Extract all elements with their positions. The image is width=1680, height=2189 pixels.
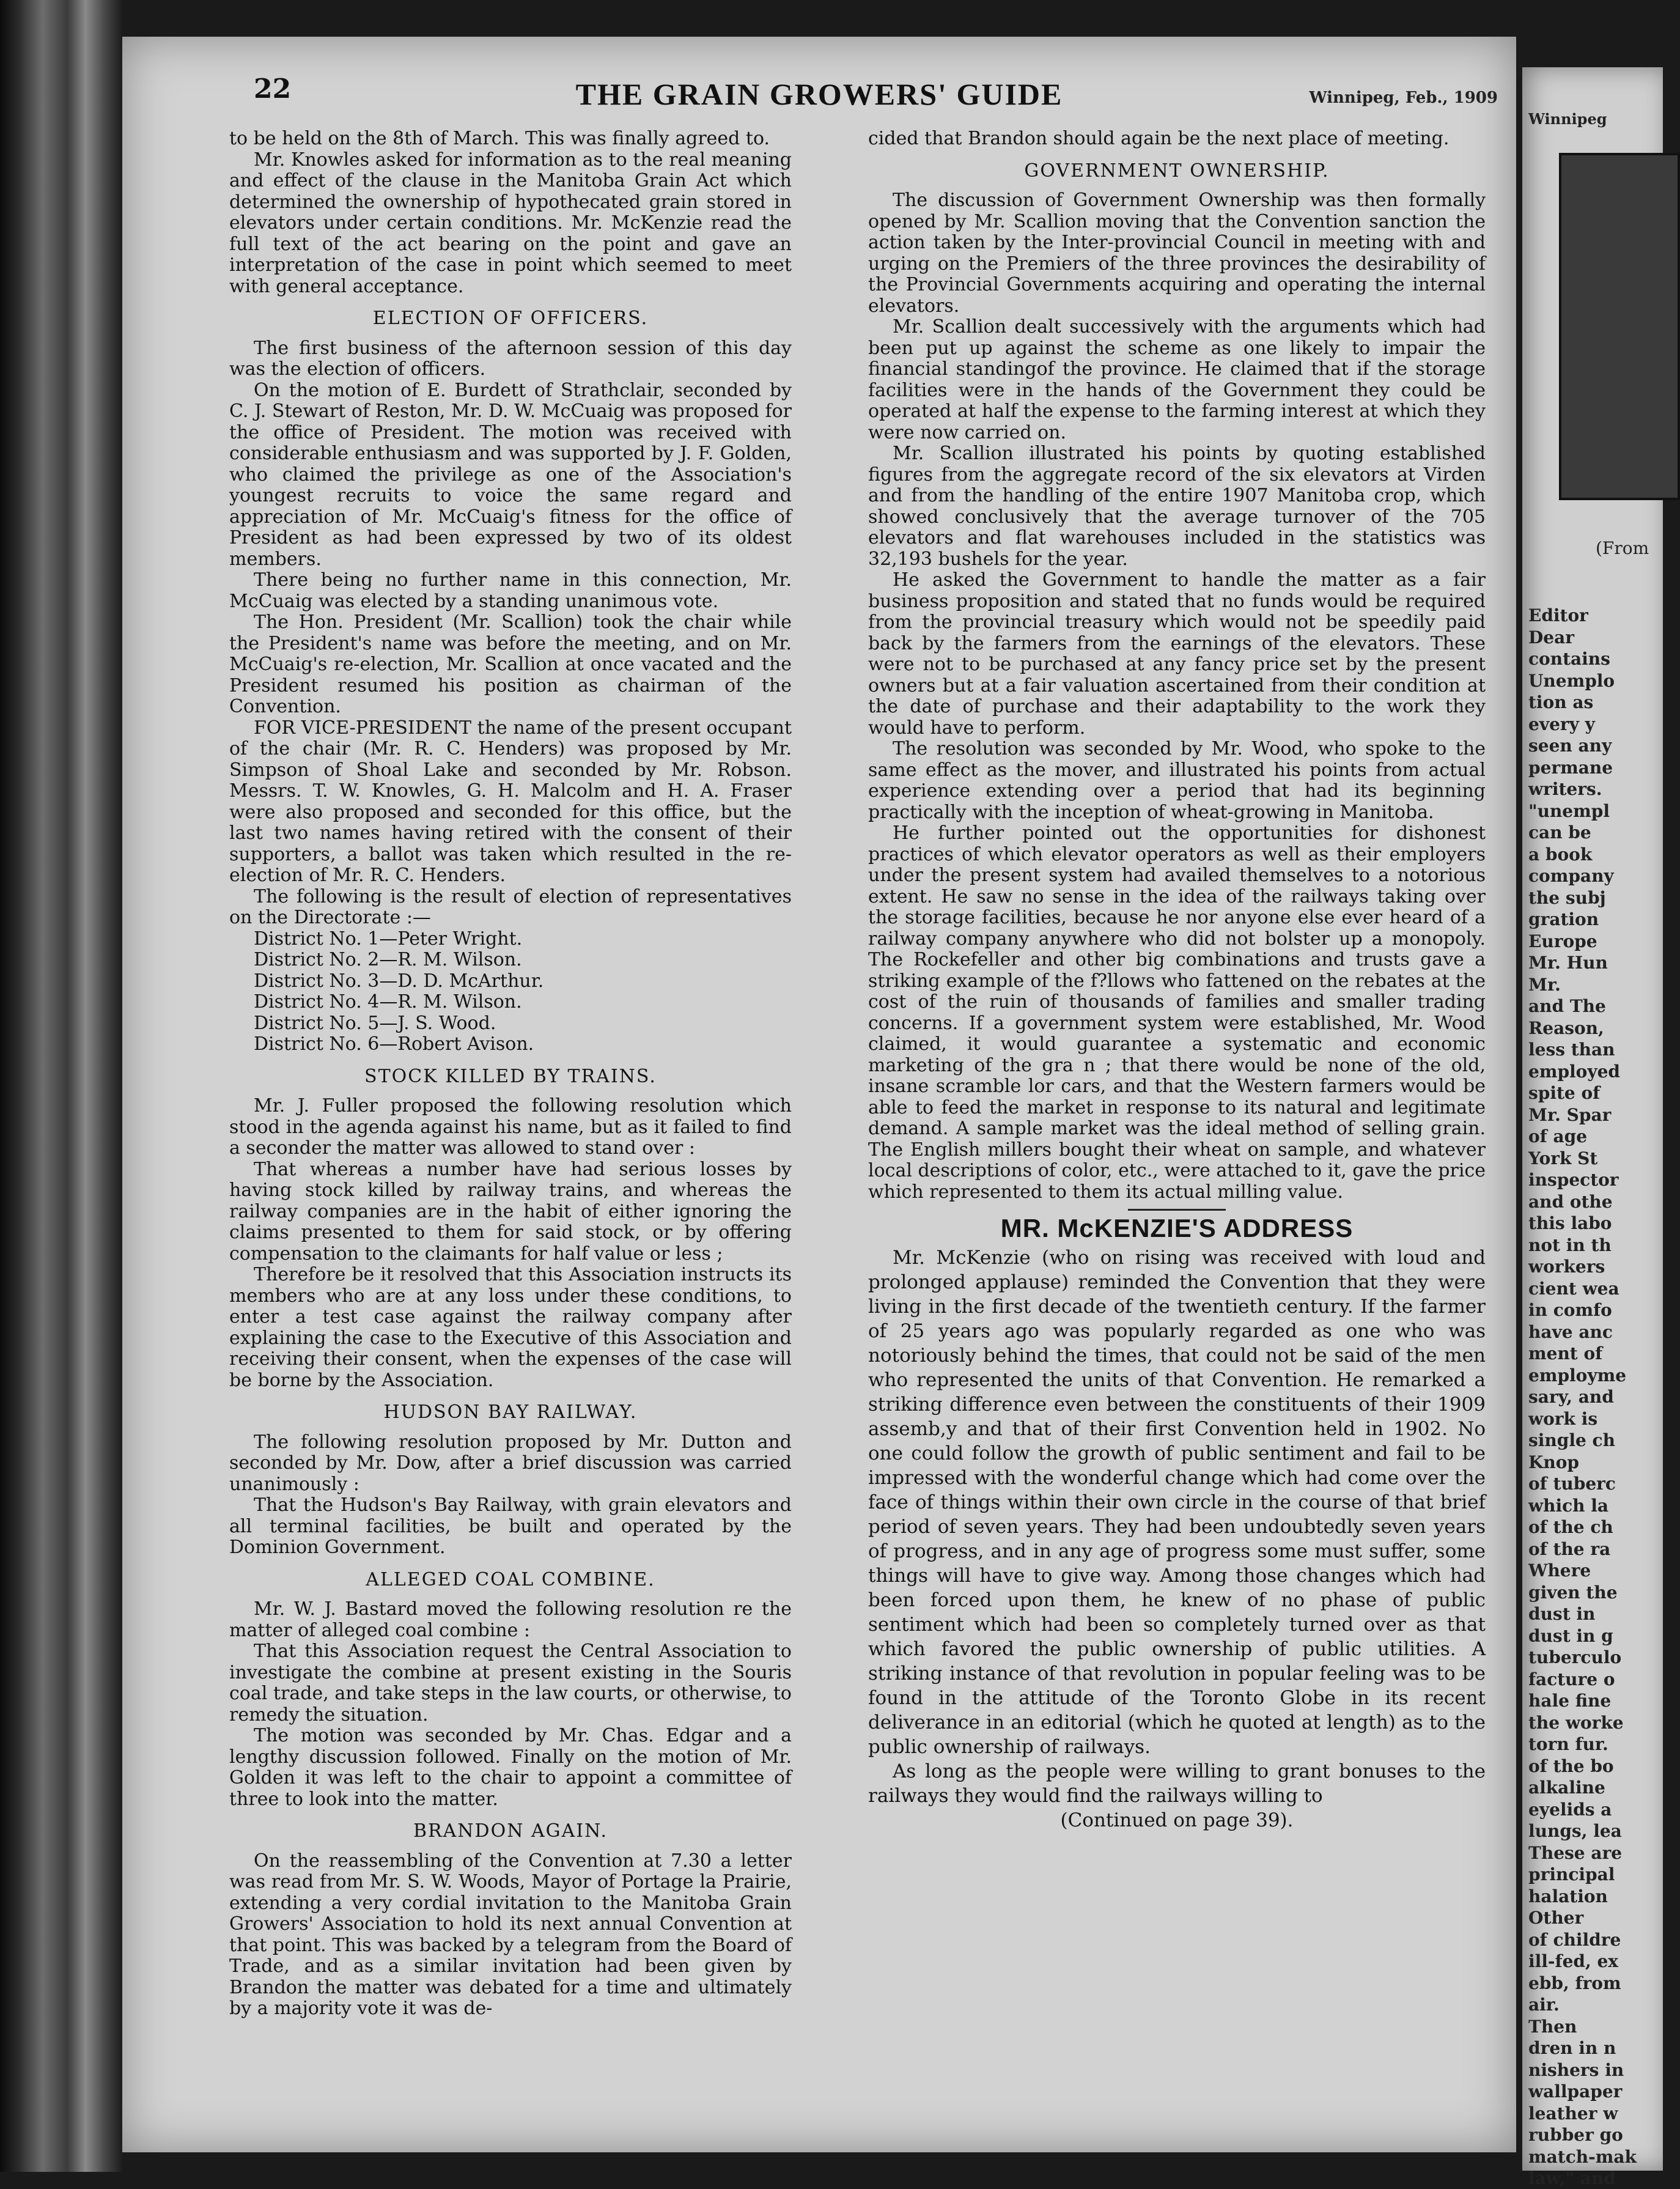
next-page-line: These are [1528,1842,1623,1863]
next-page-line: of the ra [1528,1538,1611,1559]
next-page-line: Other [1528,1908,1584,1928]
next-page-line: writers. [1528,779,1602,799]
next-page-line: can be [1528,822,1591,843]
section-heading-address: MR. McKENZIE'S ADDRESS [1000,1214,1354,1242]
paragraph: to be held on the 8th of March. This was finally agreed to. [229,128,770,149]
paragraph: Mr. Scallion dealt successively with the arguments which had been put up against the scheme as one likely to impair the financial standingof the province. He claimed that if the storage facilities were in the hands of the Government they could be operated at half the expense to the farming interest at which they were now carried on. [868,316,1486,443]
next-page-line: less than [1528,1039,1615,1060]
paragraph: On the reassembling of the Convention at 7.30 a letter was read from Mr. S. W. Woods, Mayor of Portage la Prairie, extending a very cordial invitation to the Manitoba Grain Growers' Association to hold its next annual Convention at that point. This was backed by a telegram from the Board of Trade, and as a similar invitation had been given by Brandon the matter was debated for a time and ultimately by a majority vote it was de- [229,1850,792,2019]
paragraph: There being no further name in this connection, Mr. McCuaig was elected by a standing unanimous vote. [229,569,792,612]
list-item: District No. 5—J. S. Wood. [254,1012,496,1034]
paragraph: That the Hudson's Bay Railway, with grain elevators and all terminal facilities, be built and operated by the Dominion Government. [229,1494,792,1558]
next-page-line: cient wea [1528,1278,1619,1299]
paragraph: The Hon. President (Mr. Scallion) took the chair while the President's name was before the meeting, and on Mr. McCuaig's re-election, Mr. Scallion at once vacated and the President resumed his position as chairman of the Convention. [229,611,792,717]
paragraph: That whereas a number have had serious losses by having stock killed by railway trains, and whereas the railway companies are in the habit of either ignoring the claims presented to them for said stock, or by offering compensation to the claimants for half value or less ; [229,1158,792,1264]
next-page-line: Mr. [1528,974,1561,995]
paragraph: Therefore be it resolved that this Association instructs its members who are at any loss under these conditions, to enter a test case against the railway company after explaining the case to the Executive of this Association and receiving their consent, when the expenses of the case will be borne by the Association. [229,1264,792,1391]
section-heading-hudson: HUDSON BAY RAILWAY. [383,1401,638,1423]
next-page-line: dust in g [1528,1625,1613,1646]
next-page-line: employed [1528,1061,1620,1082]
next-page-line: rubber go [1528,2125,1623,2145]
next-page-line: sary, and [1528,1387,1614,1407]
paragraph: Mr. W. J. Bastard moved the following resolution re the matter of alleged coal combine : [229,1598,792,1641]
list-item: District No. 4—R. M. Wilson. [254,991,522,1013]
next-page-line: nishers in [1528,2059,1624,2080]
next-page-line: spite of [1528,1083,1601,1103]
column-left [229,128,792,2116]
next-page-line: Editor [1528,605,1588,626]
next-page-line: "unempl [1528,800,1610,821]
list-item: District No. 6—Robert Avison. [254,1033,534,1055]
next-page-line: hale fine [1528,1691,1612,1711]
next-page-line: leather w [1528,2103,1618,2124]
next-page-line: this labo [1528,1213,1612,1233]
next-page-line: single ch [1528,1430,1615,1450]
next-page-line: work is [1528,1408,1598,1429]
next-page-line: York St [1528,1148,1598,1168]
paragraph: Mr. McKenzie (who on rising was received with loud and prolonged applause) reminded the Convention that they were living in the first decade of the twentieth century. If the farmer of 25 years ago was popularly regarded as one who was notoriously behind the times, that could not be said of the men who represented the units of that Convention. He remarked a striking difference even between the constituents of their 1909 assemb,y and that of their first Convention held in 1902. No one could follow the growth of public sentiment and fail to be impressed with the wonderful change which had come over the face of things within their own circle in the course of that brief period of seven years. They had been undoubtedly seven years of progress, and in any age of progress some must suffer, some things will have to give way. Among those changes which had been forced upon them, he knew of no phase of public sentiment which had been so completely turned over as that which favored the public ownership of public utilities. A striking instance of that revolution in popular feeling was to be found in the attitude of the Toronto Globe in its recent deliverance in an editorial (which he quoted at length) as to the public ownership of railways. [868,1246,1486,1758]
paragraph: Mr. Scallion illustrated his points by quoting established figures from the aggregate record of the six elevators at Virden and from the handling of the entire 1907 Manitoba crop, which showed conclusively that the average turnover of the 705 elevators and flat warehouses included in the statistics was 32,193 bushels for the year. [868,443,1486,570]
paragraph: He asked the Government to handle the matter as a fair business proposition and stated that no funds would be required from the provincial treasury which would not be speedily paid back by the farmers from the earnings of the elevators. These were not to be purchased at any fancy price set by the present owners but at a fair valuation ascertained from their condition at the date of purchase and their adaptability to the work they would have to perform. [868,569,1486,739]
next-page-line: eyelids a [1528,1799,1612,1820]
next-page-line: gration [1528,909,1599,929]
next-page-line: not in th [1528,1235,1612,1255]
next-page-line: workers [1528,1257,1605,1277]
next-page-line: of childre [1528,1929,1621,1950]
next-page-line: Europe [1528,931,1597,951]
section-heading-brandon: BRANDON AGAIN. [413,1820,608,1842]
next-page-line: tion as [1528,692,1594,712]
next-page-line: every y [1528,714,1595,734]
next-page-line: principal [1528,1864,1615,1884]
next-page-line: facture o [1528,1669,1615,1689]
paragraph: FOR VICE-PRESIDENT the name of the present occupant of the chair (Mr. R. C. Henders) was proposed by Mr. Simpson of Shoal Lake and seconded by Mr. Robson. Messrs. T. W. Knowles, G. H. Malcolm and H. A. Fraser were also proposed and seconded for this office, but the last two names having retired with the consent of their supporters, a ballot was taken which resulted in the re-election of Mr. R. C. Henders. [229,717,792,886]
illustration-caption: (From [1596,538,1649,558]
paragraph: That this Association request the Central Association to investigate the combine at present existing in the Souris coal trade, and take steps in the law courts, or otherwise, to remedy the situation. [229,1641,792,1726]
section-heading-stock: STOCK KILLED BY TRAINS. [364,1065,657,1087]
directorate-list [254,929,792,1055]
next-page-line: law," and [1528,2168,1616,2188]
newspaper-page [122,37,1516,2152]
next-page-header: Winnipeg [1528,110,1607,128]
continued-note: (Continued on page 39). [1060,1809,1294,1831]
paragraph: The resolution was seconded by Mr. Wood, who spoke to the same effect as the mover, and illustrated his points from actual experience extending over a period that had its beginning practically with the inception of wheat-growing in Manitoba. [868,738,1486,823]
paragraph: He further pointed out the opportunities for dishonest practices of which elevator operators as well as their employers under the present system had availed themselves to a notorious extent. He saw no sense in the idea of the railways taking over the storage facilities, because he nor anyone else ever heard of a railway company anywhere who did not bolster up a monopoly. The Rockefeller and other big combinations and trusts gave a striking example of the f?llows who fattened on the rebates at the cost of the ruin of thousands of families and smaller trading concerns. If a government system were established, Mr. Wood claimed, it would guarantee a systematic and economic marketing of the gra n ; that there would be none of the old, insane scramble lor cars, and that the Western farmers would be able to feed the market in response to its natural and legitimate demand. A sample market was the ideal method of selling grain. The English millers bought their wheat on sample, and whatever local descriptions of color, etc., were attached to it, gave the price which represented to them its actual milling value. [868,822,1486,1203]
illustration [1559,153,1680,500]
address-body [868,1246,1486,1833]
next-page-line: Mr. Hun [1528,953,1608,973]
column-right [868,128,1486,2116]
next-page-line: given the [1528,1582,1618,1603]
list-item: District No. 2—R. M. Wilson. [254,949,522,970]
next-page-line: of the ch [1528,1517,1613,1537]
next-page-line: Unemplo [1528,670,1615,691]
next-page-line: of tuberc [1528,1474,1616,1494]
next-page-line: permane [1528,757,1613,778]
next-page-line: Then [1528,2016,1577,2037]
next-page-line: Reason, [1528,1017,1604,1038]
paragraph: cided that Brandon should again be the next place of meeting. [868,128,1450,149]
paragraph: The motion was seconded by Mr. Chas. Edgar and a lengthy discussion followed. Finally on the motion of Mr. Golden it was left to the chair to appoint a committee of three to look into the matter. [229,1725,792,1810]
next-page-line: the subj [1528,887,1606,908]
film-edge-left [0,0,122,2172]
next-page-line: ill-fed, ex [1528,1951,1618,1971]
paragraph: Mr. Knowles asked for information as to the real meaning and effect of the clause in the Manitoba Grain Act which determined the ownership of hypothecated grain stored in elevators under certain conditions. Mr. McKenzie read the full text of the act bearing on the point and gave an interpretation of the case in point which seemed to meet with general acceptance. [229,149,792,297]
next-page-line: match-mak [1528,2146,1637,2167]
section-heading-coal: ALLEGED COAL COMBINE. [366,1568,655,1590]
next-page-line: in comfo [1528,1300,1612,1320]
next-page-line: Mr. Spar [1528,1104,1612,1125]
next-page-line: ebb, from [1528,1973,1621,1993]
dateline: Winnipeg, Feb., 1909 [1309,89,1498,107]
divider [1128,1209,1226,1211]
next-page-line: a book [1528,844,1593,865]
masthead: THE GRAIN GROWERS' GUIDE [575,77,1063,111]
next-page-line: have anc [1528,1321,1613,1342]
next-page-line: and othe [1528,1191,1613,1212]
next-page-line: inspector [1528,1170,1619,1190]
next-page-line: of the bo [1528,1755,1614,1776]
paragraph: The discussion of Government Ownership was then formally opened by Mr. Scallion moving that the Convention sanction the action taken by the Inter-provincial Council in meeting with and urging on the Premiers of the three provinces the desirability of the Provincial Governments acquiring and operating the internal elevators. [868,190,1486,317]
next-page-line: Dear [1528,627,1574,648]
next-page-line: seen any [1528,736,1612,756]
next-page-line: the worke [1528,1712,1624,1733]
next-page-edge [1522,67,1663,2188]
next-page-line: ment of [1528,1343,1603,1364]
next-page-line: Where [1528,1560,1591,1581]
next-page-line: dren in n [1528,2038,1616,2058]
section-heading-government: GOVERNMENT OWNERSHIP. [1024,160,1330,182]
page-number: 22 [254,73,292,105]
next-page-line: air. [1528,1995,1560,2015]
next-page-line: Knop [1528,1452,1579,1472]
next-page-line: wallpaper [1528,2081,1623,2102]
next-page-line: contains [1528,649,1610,669]
next-page-line: which la [1528,1495,1609,1516]
paragraph: The following resolution proposed by Mr. Dutton and seconded by Mr. Dow, after a brief discussion was carried unanimously : [229,1431,792,1495]
next-page-line: lungs, lea [1528,1821,1622,1841]
list-item: District No. 1—Peter Wright. [254,928,523,950]
next-page-line: and The [1528,996,1606,1016]
next-page-line: dust in [1528,1604,1596,1624]
paragraph: As long as the people were willing to grant bonuses to the railways they would find the railways willing to [868,1760,1486,1807]
next-page-line: company [1528,866,1614,886]
paragraph: The first business of the afternoon session of this day was the election of officers. [229,337,792,380]
list-item: District No. 3—D. D. McArthur. [254,970,544,992]
paragraph: Mr. J. Fuller proposed the following resolution which stood in the agenda against his name, but as it failed to find a seconder the matter was allowed to stand over : [229,1095,792,1159]
next-page-line: alkaline [1528,1777,1605,1798]
section-heading-election: ELECTION OF OFFICERS. [372,308,649,329]
next-page-line: torn fur. [1528,1734,1608,1754]
next-page-line: of age [1528,1126,1588,1146]
next-page-line: employme [1528,1365,1627,1386]
paragraph: On the motion of E. Burdett of Strathclair, seconded by C. J. Stewart of Reston, Mr. D. W. McCuaig was proposed for the office of President. The motion was received with considerable enthusiasm and was supported by J. F. Golden, who claimed the privilege as one of the Association's youngest recruits to voice the same regard and appreciation of Mr. McCuaig's fitness for the office of President as had been expressed by two of its oldest members. [229,379,792,570]
paragraph: The following is the result of election of representatives on the Directorate :— [229,885,792,928]
next-page-line: halation [1528,1886,1608,1907]
next-page-line: tuberculo [1528,1647,1622,1667]
